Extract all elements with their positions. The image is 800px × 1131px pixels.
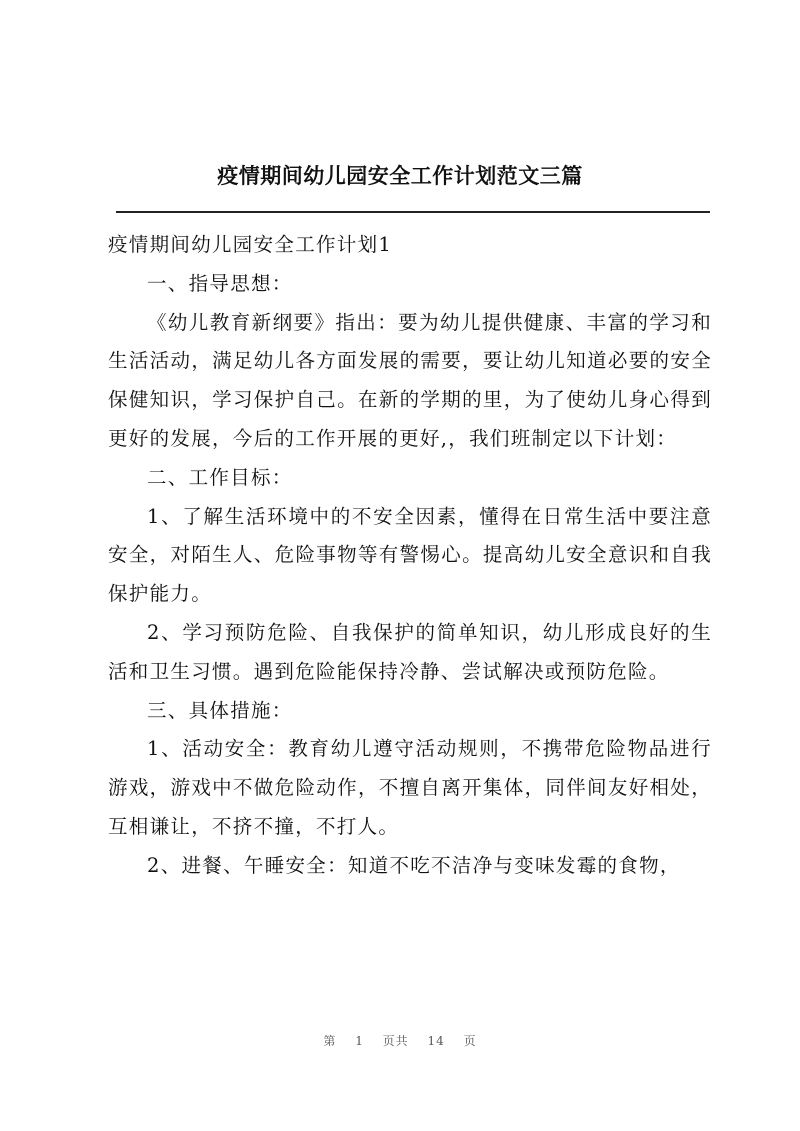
page-footer — [0, 1032, 800, 1049]
paragraph: 三、具体措施： — [147, 698, 293, 722]
page-label-suffix: 页 — [463, 1034, 477, 1048]
page-label-prefix: 第 — [323, 1034, 337, 1048]
title-underline — [116, 211, 710, 213]
total-pages-number: 14 — [427, 1034, 445, 1048]
page-label-mid: 页共 — [382, 1034, 409, 1048]
paragraph: 1、了解生活环境中的不安全因素，懂得在日常生活中要注意安全，对陌生人、危险事物等有警惕心。提高幼儿安全意识和自我保护能力。 — [108, 504, 712, 606]
document-title: 疫情期间幼儿园安全工作计划范文三篇 — [217, 163, 583, 188]
paragraph: 1、活动安全：教育幼儿遵守活动规则，不携带危险物品进行游戏，游戏中不做危险动作，不擅自离开集体，同伴间友好相处，互相谦让，不挤不撞，不打人。 — [108, 737, 712, 838]
document-body — [108, 226, 712, 886]
paragraph: 一、指导思想： — [147, 271, 293, 295]
current-page-number: 1 — [355, 1034, 364, 1048]
paragraph: 《幼儿教育新纲要》指出：要为幼儿提供健康、丰富的学习和生活活动，满足幼儿各方面发展的需要，要让幼儿知道必要的安全保健知识，学习保护自己。在新的学期的里，为了使幼儿身心得到更好的发展，今后的工作开展的更好,，我们班制定以下计划： — [108, 310, 712, 450]
section-heading: 疫情期间幼儿园安全工作计划1 — [108, 233, 393, 256]
paragraph: 2、进餐、午睡安全：知道不吃不洁净与变味发霉的食物， — [147, 853, 681, 877]
paragraph: 2、学习预防危险、自我保护的简单知识，幼儿形成良好的生活和卫生习惯。遇到危险能保持冷静、尝试解决或预防危险。 — [108, 620, 712, 683]
paragraph: 二、工作目标： — [147, 465, 293, 489]
